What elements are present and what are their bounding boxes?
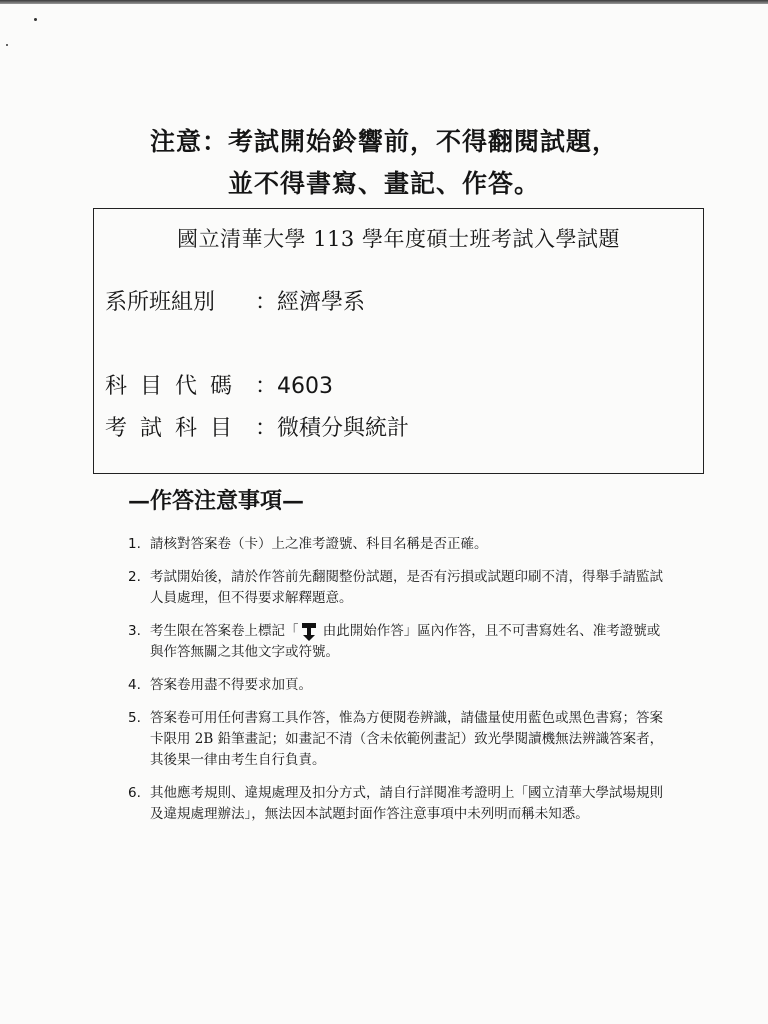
instruction-number: 6.: [128, 785, 141, 801]
instruction-text: 答案卷用盡不得要求加頁。: [150, 677, 312, 693]
instruction-number: 1.: [128, 536, 141, 552]
scan-speck: [34, 18, 37, 21]
subject-label: 考試科目: [105, 416, 246, 441]
notice-line-1: 注意：考試開始鈴響前，不得翻閱試題，: [149, 127, 618, 156]
department-field: [105, 285, 365, 316]
exam-info-box: [93, 208, 704, 474]
instructions-list: [128, 534, 668, 837]
scan-edge: [0, 0, 768, 4]
instruction-number: 3.: [128, 623, 141, 639]
instruction-text: 請核對答案卷（卡）上之准考證號、科目名稱是否正確。: [150, 536, 488, 552]
instruction-item: [128, 708, 668, 771]
instruction-text: 答案卷可用任何書寫工具作答，惟為方便閱卷辨識，請儘量使用藍色或黑色書寫；答案卡限用 2B 鉛筆畫記；如畫記不清（含未依範例畫記）致光學閱讀機無法辨識答案者，其後果一律由考生自行負責。: [150, 710, 664, 768]
subject-code-value: ：4603: [255, 374, 333, 399]
instructions-heading: —作答注意事項—: [128, 488, 305, 514]
subject-value: ：微積分與統計: [255, 416, 410, 441]
exam-title: 國立清華大學 113 學年度碩士班考試入學試題: [177, 227, 620, 251]
instruction-text-before: 考生限在答案卷上標記「: [150, 623, 299, 639]
instruction-item: [128, 621, 668, 663]
instruction-item: [128, 567, 668, 609]
instruction-text-after: 由此開始作答」區內作答，且不可書寫姓名、准考證號或與作答無關之其他文字或符號。: [150, 623, 661, 660]
instruction-text: 考試開始後，請於作答前先翻閱整份試題，是否有污損或試題印刷不清，得舉手請監試人員處理，但不得要求解釋題意。: [150, 569, 663, 606]
instruction-number: 2.: [128, 569, 141, 585]
scan-speck: [6, 44, 8, 46]
instruction-item: [128, 675, 668, 696]
department-value: ：經濟學系: [255, 290, 366, 315]
arrow-marker-icon: [301, 622, 317, 642]
subject-code-label: 科目代碼: [105, 374, 246, 399]
subject-code-field: [105, 369, 333, 400]
subject-field: [105, 411, 409, 442]
instruction-text: 其他應考規則、違規處理及扣分方式，請自行詳閱准考證明上「國立清華大學試場規則及違規處理辦法」，無法因本試題封面作答注意事項中未列明而稱未知悉。: [150, 785, 663, 822]
instruction-item: [128, 534, 668, 555]
instruction-item: [128, 783, 668, 825]
department-label: 系所班組別: [105, 290, 216, 315]
instruction-number: 4.: [128, 677, 141, 693]
instruction-number: 5.: [128, 710, 141, 726]
notice-line-2: 並不得書寫、畫記、作答。: [227, 169, 540, 198]
